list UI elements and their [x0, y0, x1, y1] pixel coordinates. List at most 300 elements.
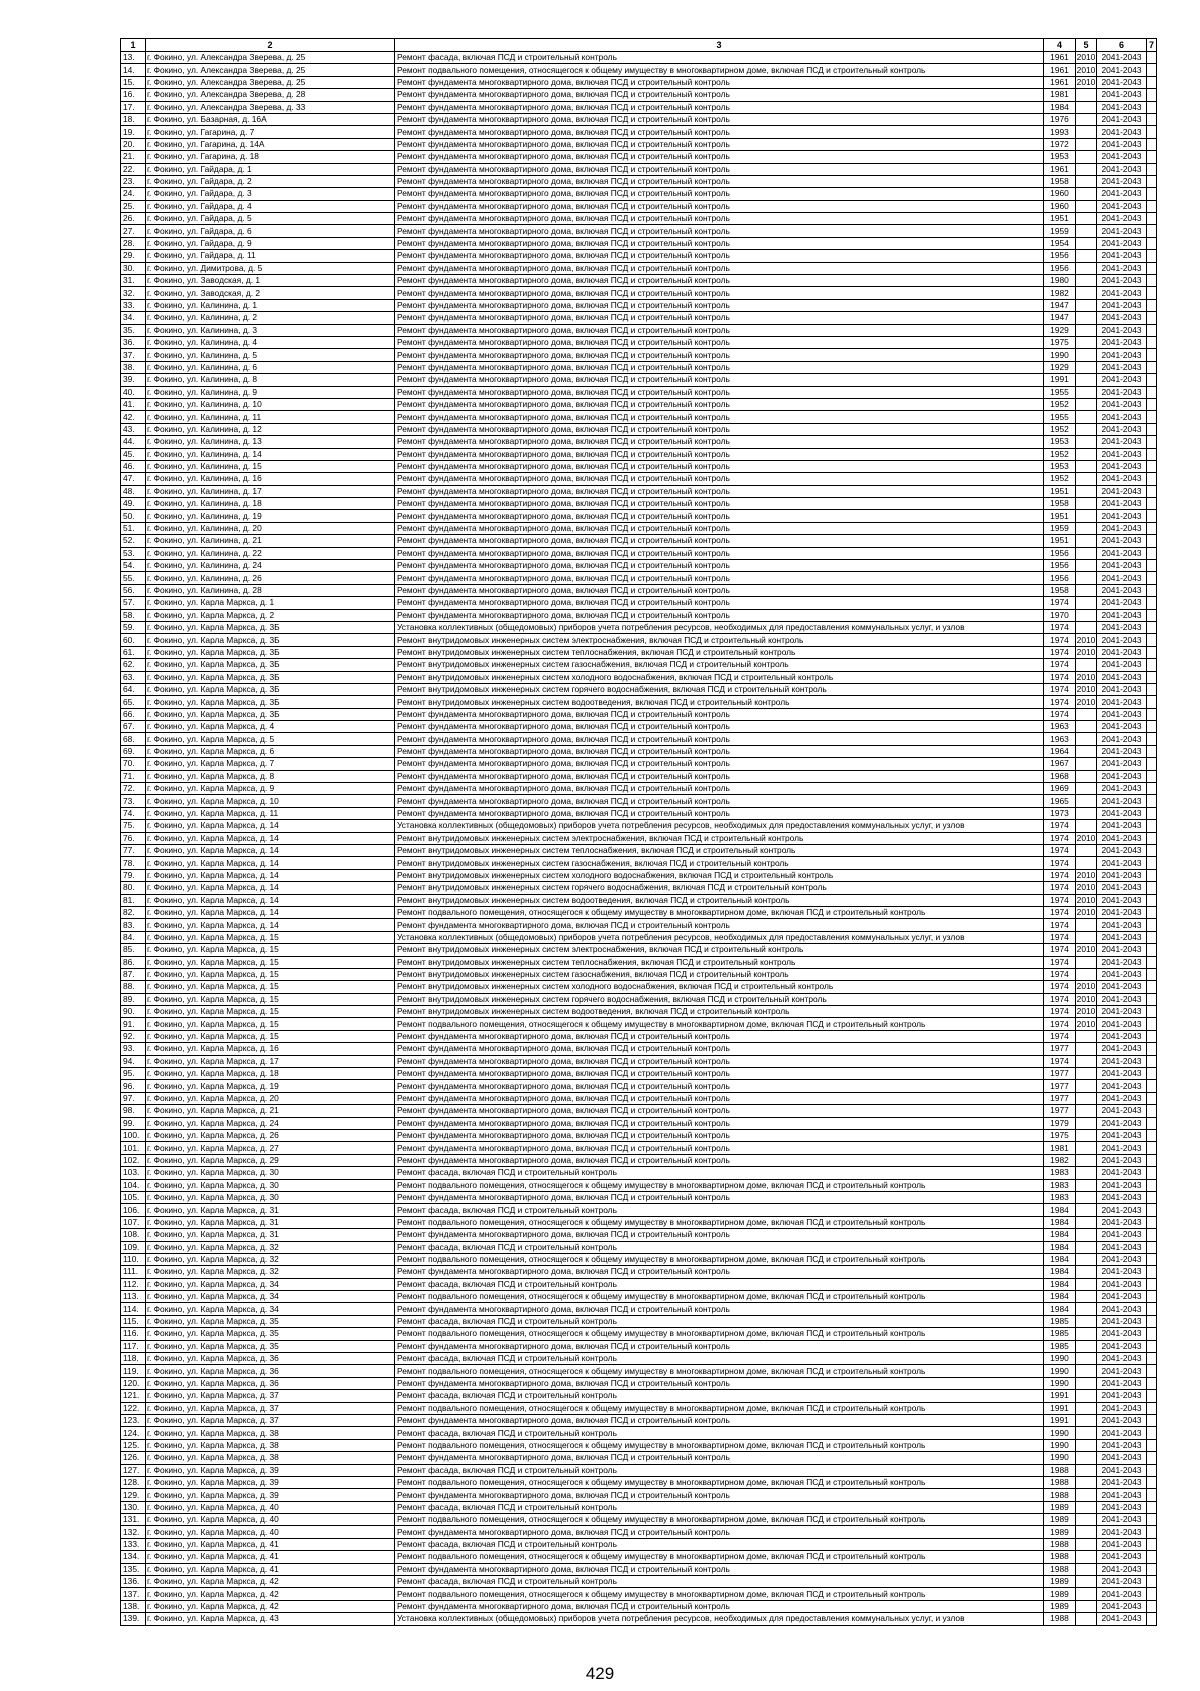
planned-period-cell: 2041-2043 — [1097, 708, 1147, 720]
extra-cell — [1147, 423, 1157, 435]
last-repair-year-cell — [1076, 1229, 1097, 1241]
table-row — [121, 336, 1157, 348]
last-repair-year-cell — [1076, 275, 1097, 287]
table-row — [121, 671, 1157, 683]
planned-period-cell: 2041-2043 — [1097, 1154, 1147, 1166]
address-cell: г. Фокино, ул. Карла Маркса, д. 39 — [146, 1476, 395, 1488]
table-row — [121, 1253, 1157, 1265]
row-number: 40. — [121, 386, 146, 398]
work-type-cell: Ремонт подвального помещения, относящегося к общему имуществу в многоквартирном доме, включая ПСД и строительный контроль — [395, 1439, 1044, 1451]
last-repair-year-cell — [1076, 237, 1097, 249]
last-repair-year-cell — [1076, 597, 1097, 609]
extra-cell — [1147, 1489, 1157, 1501]
build-year-cell: 1952 — [1044, 448, 1076, 460]
last-repair-year-cell — [1076, 1328, 1097, 1340]
planned-period-cell: 2041-2043 — [1097, 584, 1147, 596]
build-year-cell: 1975 — [1044, 1129, 1076, 1141]
work-type-cell: Ремонт фундамента многоквартирного дома, включая ПСД и строительный контроль — [395, 1129, 1044, 1141]
planned-period-cell: 2041-2043 — [1097, 535, 1147, 547]
last-repair-year-cell — [1076, 1613, 1097, 1625]
row-number: 32. — [121, 287, 146, 299]
planned-period-cell: 2041-2043 — [1097, 1315, 1147, 1327]
table-row — [121, 151, 1157, 163]
work-type-cell: Ремонт подвального помещения, относящегося к общему имуществу в многоквартирном доме, включая ПСД и строительный контроль — [395, 1018, 1044, 1030]
planned-period-cell: 2041-2043 — [1097, 1439, 1147, 1451]
row-number: 38. — [121, 361, 146, 373]
last-repair-year-cell — [1076, 163, 1097, 175]
planned-period-cell: 2041-2043 — [1097, 262, 1147, 274]
planned-period-cell: 2041-2043 — [1097, 101, 1147, 113]
address-cell: г. Фокино, ул. Калинина, д. 19 — [146, 510, 395, 522]
table-row — [121, 1129, 1157, 1141]
last-repair-year-cell — [1076, 299, 1097, 311]
last-repair-year-cell — [1076, 584, 1097, 596]
build-year-cell: 1990 — [1044, 1439, 1076, 1451]
extra-cell — [1147, 659, 1157, 671]
work-type-cell: Ремонт внутридомовых инженерных систем электроснабжения, включая ПСД и строительный контроль — [395, 944, 1044, 956]
row-number: 78. — [121, 857, 146, 869]
row-number: 62. — [121, 659, 146, 671]
planned-period-cell: 2041-2043 — [1097, 894, 1147, 906]
address-cell: г. Фокино, ул. Карла Маркса, д. 41 — [146, 1563, 395, 1575]
table-row — [121, 1068, 1157, 1080]
last-repair-year-cell — [1076, 151, 1097, 163]
column-header-4: 4 — [1044, 39, 1076, 52]
row-number: 37. — [121, 349, 146, 361]
planned-period-cell: 2041-2043 — [1097, 807, 1147, 819]
extra-cell — [1147, 1266, 1157, 1278]
table-row — [121, 1390, 1157, 1402]
planned-period-cell: 2041-2043 — [1097, 299, 1147, 311]
address-cell: г. Фокино, ул. Гайдара, д. 6 — [146, 225, 395, 237]
work-type-cell: Ремонт фундамента многоквартирного дома, включая ПСД и строительный контроль — [395, 510, 1044, 522]
build-year-cell: 1984 — [1044, 1278, 1076, 1290]
planned-period-cell: 2041-2043 — [1097, 993, 1147, 1005]
planned-period-cell: 2041-2043 — [1097, 758, 1147, 770]
address-cell: г. Фокино, ул. Карла Маркса, д. 36 — [146, 1365, 395, 1377]
build-year-cell: 1961 — [1044, 52, 1076, 64]
planned-period-cell: 2041-2043 — [1097, 1278, 1147, 1290]
repair-schedule-sheet — [120, 38, 1156, 1626]
row-number: 45. — [121, 448, 146, 460]
last-repair-year-cell — [1076, 498, 1097, 510]
extra-cell — [1147, 138, 1157, 150]
work-type-cell: Ремонт подвального помещения, относящегося к общему имуществу в многоквартирном доме, включая ПСД и строительный контроль — [395, 1179, 1044, 1191]
row-number: 34. — [121, 312, 146, 324]
row-number: 16. — [121, 89, 146, 101]
build-year-cell: 1976 — [1044, 113, 1076, 125]
last-repair-year-cell — [1076, 361, 1097, 373]
row-number: 104. — [121, 1179, 146, 1191]
build-year-cell: 1964 — [1044, 745, 1076, 757]
last-repair-year-cell — [1076, 1030, 1097, 1042]
build-year-cell: 1974 — [1044, 944, 1076, 956]
last-repair-year-cell — [1076, 312, 1097, 324]
table-body — [121, 52, 1157, 1626]
row-number: 102. — [121, 1154, 146, 1166]
table-row — [121, 560, 1157, 572]
extra-cell — [1147, 696, 1157, 708]
build-year-cell: 1984 — [1044, 101, 1076, 113]
planned-period-cell: 2041-2043 — [1097, 1266, 1147, 1278]
last-repair-year-cell — [1076, 770, 1097, 782]
last-repair-year-cell — [1076, 1142, 1097, 1154]
work-type-cell: Ремонт фундамента многоквартирного дома, включая ПСД и строительный контроль — [395, 1105, 1044, 1117]
address-cell: г. Фокино, ул. Карла Маркса, д. 11 — [146, 807, 395, 819]
row-number: 27. — [121, 225, 146, 237]
address-cell: г. Фокино, ул. Калинина, д. 22 — [146, 547, 395, 559]
address-cell: г. Фокино, ул. Карла Маркса, д. 14 — [146, 906, 395, 918]
last-repair-year-cell — [1076, 1464, 1097, 1476]
table-row — [121, 968, 1157, 980]
row-number: 126. — [121, 1452, 146, 1464]
row-number: 98. — [121, 1105, 146, 1117]
table-row — [121, 1055, 1157, 1067]
row-number: 64. — [121, 683, 146, 695]
address-cell: г. Фокино, ул. Калинина, д. 12 — [146, 423, 395, 435]
address-cell: г. Фокино, ул. Карла Маркса, д. 32 — [146, 1266, 395, 1278]
table-row — [121, 807, 1157, 819]
build-year-cell: 1953 — [1044, 460, 1076, 472]
table-row — [121, 646, 1157, 658]
extra-cell — [1147, 275, 1157, 287]
build-year-cell: 1977 — [1044, 1105, 1076, 1117]
last-repair-year-cell — [1076, 795, 1097, 807]
last-repair-year-cell: 2010 — [1076, 981, 1096, 992]
build-year-cell: 1974 — [1044, 646, 1076, 658]
build-year-cell: 1961 — [1044, 163, 1076, 175]
build-year-cell: 1984 — [1044, 1253, 1076, 1265]
planned-period-cell: 2041-2043 — [1097, 832, 1147, 844]
work-type-cell: Ремонт фундамента многоквартирного дома, включая ПСД и строительный контроль — [395, 1229, 1044, 1241]
row-number: 131. — [121, 1514, 146, 1526]
extra-cell — [1147, 820, 1157, 832]
extra-cell — [1147, 200, 1157, 212]
table-row — [121, 1315, 1157, 1327]
row-number: 119. — [121, 1365, 146, 1377]
work-type-cell: Ремонт внутридомовых инженерных систем горячего водоснабжения, включая ПСД и строительный контроль — [395, 683, 1044, 695]
last-repair-year-cell — [1076, 1340, 1097, 1352]
build-year-cell: 1989 — [1044, 1576, 1076, 1588]
planned-period-cell: 2041-2043 — [1097, 1514, 1147, 1526]
address-cell: г. Фокино, ул. Карла Маркса, д. 3Б — [146, 621, 395, 633]
planned-period-cell: 2041-2043 — [1097, 572, 1147, 584]
row-number: 76. — [121, 832, 146, 844]
build-year-cell: 1974 — [1044, 1055, 1076, 1067]
work-type-cell: Ремонт фасада, включая ПСД и строительный контроль — [395, 1538, 1044, 1550]
build-year-cell: 1956 — [1044, 572, 1076, 584]
row-number: 127. — [121, 1464, 146, 1476]
row-number: 111. — [121, 1266, 146, 1278]
table-row — [121, 733, 1157, 745]
last-repair-year-cell — [1076, 1414, 1097, 1426]
row-number: 94. — [121, 1055, 146, 1067]
work-type-cell: Ремонт фасада, включая ПСД и строительный контроль — [395, 1278, 1044, 1290]
extra-cell — [1147, 1216, 1157, 1228]
build-year-cell: 1981 — [1044, 1142, 1076, 1154]
last-repair-year-cell — [1076, 1353, 1097, 1365]
table-row — [121, 745, 1157, 757]
last-repair-year-cell: 2010 — [1076, 1018, 1096, 1029]
last-repair-year-cell — [1076, 336, 1097, 348]
address-cell: г. Фокино, ул. Карла Маркса, д. 3Б — [146, 659, 395, 671]
planned-period-cell: 2041-2043 — [1097, 795, 1147, 807]
work-type-cell: Ремонт фундамента многоквартирного дома, включая ПСД и строительный контроль — [395, 1092, 1044, 1104]
row-number: 108. — [121, 1229, 146, 1241]
build-year-cell: 1951 — [1044, 485, 1076, 497]
planned-period-cell: 2041-2043 — [1097, 1191, 1147, 1203]
row-number: 93. — [121, 1043, 146, 1055]
extra-cell — [1147, 1353, 1157, 1365]
row-number: 39. — [121, 374, 146, 386]
planned-period-cell: 2041-2043 — [1097, 1489, 1147, 1501]
extra-cell — [1147, 1142, 1157, 1154]
table-row — [121, 882, 1157, 894]
planned-period-cell: 2041-2043 — [1097, 1055, 1147, 1067]
last-repair-year-cell — [1076, 1266, 1097, 1278]
planned-period-cell: 2041-2043 — [1097, 944, 1147, 956]
build-year-cell: 1952 — [1044, 473, 1076, 485]
last-repair-year-cell — [1076, 1526, 1097, 1538]
table-row — [121, 448, 1157, 460]
work-type-cell: Ремонт внутридомовых инженерных систем горячего водоснабжения, включая ПСД и строительный контроль — [395, 882, 1044, 894]
row-number: 86. — [121, 956, 146, 968]
build-year-cell: 1977 — [1044, 1092, 1076, 1104]
extra-cell — [1147, 758, 1157, 770]
planned-period-cell: 2041-2043 — [1097, 113, 1147, 125]
build-year-cell: 1974 — [1044, 1030, 1076, 1042]
extra-cell — [1147, 1427, 1157, 1439]
planned-period-cell: 2041-2043 — [1097, 1340, 1147, 1352]
last-repair-year-cell — [1076, 845, 1097, 857]
table-row — [121, 1377, 1157, 1389]
planned-period-cell: 2041-2043 — [1097, 547, 1147, 559]
extra-cell — [1147, 560, 1157, 572]
table-row — [121, 1105, 1157, 1117]
table-row — [121, 1154, 1157, 1166]
table-row — [121, 225, 1157, 237]
last-repair-year-cell — [1076, 721, 1097, 733]
work-type-cell: Ремонт фундамента многоквартирного дома, включая ПСД и строительный контроль — [395, 547, 1044, 559]
table-row — [121, 1464, 1157, 1476]
extra-cell — [1147, 745, 1157, 757]
build-year-cell: 1974 — [1044, 621, 1076, 633]
last-repair-year-cell: 2010 — [1076, 894, 1096, 905]
work-type-cell: Установка коллективных (общедомовых) приборов учета потребления ресурсов, необходимых для предоставления коммунальных услуг, и узлов — [395, 1613, 1044, 1625]
row-number: 24. — [121, 188, 146, 200]
row-number: 87. — [121, 968, 146, 980]
table-row — [121, 1328, 1157, 1340]
table-row — [121, 659, 1157, 671]
build-year-cell: 1988 — [1044, 1476, 1076, 1488]
last-repair-year-cell — [1076, 1105, 1097, 1117]
extra-cell — [1147, 336, 1157, 348]
address-cell: г. Фокино, ул. Карла Маркса, д. 36 — [146, 1377, 395, 1389]
planned-period-cell: 2041-2043 — [1097, 200, 1147, 212]
address-cell: г. Фокино, ул. Карла Маркса, д. 21 — [146, 1105, 395, 1117]
extra-cell — [1147, 52, 1157, 64]
last-repair-year-cell — [1076, 1588, 1097, 1600]
row-number: 22. — [121, 163, 146, 175]
planned-period-cell: 2041-2043 — [1097, 76, 1147, 88]
row-number: 31. — [121, 275, 146, 287]
address-cell: г. Фокино, ул. Александра Зверева, д. 28 — [146, 89, 395, 101]
table-row — [121, 398, 1157, 410]
extra-cell — [1147, 250, 1157, 262]
planned-period-cell: 2041-2043 — [1097, 857, 1147, 869]
build-year-cell: 1963 — [1044, 733, 1076, 745]
build-year-cell: 1984 — [1044, 1241, 1076, 1253]
build-year-cell: 1929 — [1044, 324, 1076, 336]
address-cell: г. Фокино, ул. Карла Маркса, д. 14 — [146, 832, 395, 844]
build-year-cell: 1988 — [1044, 1489, 1076, 1501]
row-number: 69. — [121, 745, 146, 757]
build-year-cell: 1988 — [1044, 1464, 1076, 1476]
work-type-cell: Ремонт фундамента многоквартирного дома, включая ПСД и строительный контроль — [395, 1068, 1044, 1080]
table-row — [121, 584, 1157, 596]
planned-period-cell: 2041-2043 — [1097, 89, 1147, 101]
extra-cell — [1147, 1538, 1157, 1550]
extra-cell — [1147, 1105, 1157, 1117]
row-number: 61. — [121, 646, 146, 658]
last-repair-year-cell — [1076, 510, 1097, 522]
extra-cell — [1147, 126, 1157, 138]
extra-cell — [1147, 1179, 1157, 1191]
table-row — [121, 1229, 1157, 1241]
last-repair-year-cell — [1076, 1191, 1097, 1203]
address-cell: г. Фокино, ул. Карла Маркса, д. 29 — [146, 1154, 395, 1166]
table-row — [121, 386, 1157, 398]
table-row — [121, 1489, 1157, 1501]
table-row — [121, 1030, 1157, 1042]
address-cell: г. Фокино, ул. Карла Маркса, д. 14 — [146, 869, 395, 881]
build-year-cell: 1984 — [1044, 1229, 1076, 1241]
work-type-cell: Ремонт фасада, включая ПСД и строительный контроль — [395, 1315, 1044, 1327]
work-type-cell: Ремонт внутридомовых инженерных систем газоснабжения, включая ПСД и строительный контроль — [395, 659, 1044, 671]
last-repair-year-cell — [1076, 522, 1097, 534]
address-cell: г. Фокино, ул. Карла Маркса, д. 16 — [146, 1043, 395, 1055]
work-type-cell: Ремонт фундамента многоквартирного дома, включая ПСД и строительный контроль — [395, 758, 1044, 770]
table-row — [121, 64, 1157, 76]
build-year-cell: 1989 — [1044, 1501, 1076, 1513]
address-cell: г. Фокино, ул. Карла Маркса, д. 37 — [146, 1414, 395, 1426]
work-type-cell: Ремонт фундамента многоквартирного дома, включая ПСД и строительный контроль — [395, 262, 1044, 274]
row-number: 85. — [121, 944, 146, 956]
extra-cell — [1147, 510, 1157, 522]
planned-period-cell: 2041-2043 — [1097, 1179, 1147, 1191]
address-cell: г. Фокино, ул. Карла Маркса, д. 32 — [146, 1241, 395, 1253]
build-year-cell: 1988 — [1044, 1551, 1076, 1563]
build-year-cell: 1993 — [1044, 126, 1076, 138]
row-number: 50. — [121, 510, 146, 522]
table-row — [121, 1092, 1157, 1104]
planned-period-cell: 2041-2043 — [1097, 287, 1147, 299]
last-repair-year-cell — [1076, 783, 1097, 795]
planned-period-cell: 2041-2043 — [1097, 1291, 1147, 1303]
row-number: 113. — [121, 1291, 146, 1303]
planned-period-cell: 2041-2043 — [1097, 931, 1147, 943]
last-repair-year-cell — [1076, 1253, 1097, 1265]
work-type-cell: Ремонт фундамента многоквартирного дома, включая ПСД и строительный контроль — [395, 1191, 1044, 1203]
row-number: 116. — [121, 1328, 146, 1340]
work-type-cell: Ремонт фундамента многоквартирного дома, включая ПСД и строительный контроль — [395, 151, 1044, 163]
work-type-cell: Установка коллективных (общедомовых) приборов учета потребления ресурсов, необходимых для предоставления коммунальных услуг, и узлов — [395, 820, 1044, 832]
last-repair-year-cell — [1076, 1154, 1097, 1166]
work-type-cell: Ремонт фундамента многоквартирного дома, включая ПСД и строительный контроль — [395, 609, 1044, 621]
last-repair-year-cell — [1076, 807, 1097, 819]
table-row — [121, 76, 1157, 88]
planned-period-cell: 2041-2043 — [1097, 1402, 1147, 1414]
extra-cell — [1147, 324, 1157, 336]
work-type-cell: Ремонт внутридомовых инженерных систем электроснабжения, включая ПСД и строительный контроль — [395, 832, 1044, 844]
table-row — [121, 473, 1157, 485]
work-type-cell: Ремонт фундамента многоквартирного дома, включая ПСД и строительный контроль — [395, 1043, 1044, 1055]
build-year-cell: 1991 — [1044, 374, 1076, 386]
row-number: 44. — [121, 436, 146, 448]
last-repair-year-cell — [1076, 708, 1097, 720]
last-repair-year-cell — [1076, 113, 1097, 125]
build-year-cell: 1974 — [1044, 820, 1076, 832]
row-number: 133. — [121, 1538, 146, 1550]
build-year-cell: 1974 — [1044, 634, 1076, 646]
last-repair-year-cell — [1076, 262, 1097, 274]
extra-cell — [1147, 968, 1157, 980]
planned-period-cell: 2041-2043 — [1097, 175, 1147, 187]
build-year-cell: 1974 — [1044, 683, 1076, 695]
table-row — [121, 1080, 1157, 1092]
address-cell: г. Фокино, ул. Карла Маркса, д. 32 — [146, 1253, 395, 1265]
address-cell: г. Фокино, ул. Карла Маркса, д. 36 — [146, 1353, 395, 1365]
work-type-cell: Ремонт фундамента многоквартирного дома, включая ПСД и строительный контроль — [395, 1452, 1044, 1464]
last-repair-year-cell — [1076, 485, 1097, 497]
row-number: 53. — [121, 547, 146, 559]
table-row — [121, 436, 1157, 448]
row-number: 80. — [121, 882, 146, 894]
row-number: 17. — [121, 101, 146, 113]
row-number: 23. — [121, 175, 146, 187]
table-row — [121, 89, 1157, 101]
planned-period-cell: 2041-2043 — [1097, 126, 1147, 138]
build-year-cell: 1990 — [1044, 349, 1076, 361]
table-row — [121, 1563, 1157, 1575]
extra-cell — [1147, 906, 1157, 918]
row-number: 66. — [121, 708, 146, 720]
last-repair-year-cell — [1076, 1291, 1097, 1303]
build-year-cell: 1974 — [1044, 845, 1076, 857]
last-repair-year-cell — [1076, 931, 1097, 943]
table-row — [121, 1427, 1157, 1439]
address-cell: г. Фокино, ул. Карла Маркса, д. 35 — [146, 1328, 395, 1340]
planned-period-cell: 2041-2043 — [1097, 522, 1147, 534]
last-repair-year-cell — [1076, 1538, 1097, 1550]
table-row — [121, 634, 1157, 646]
extra-cell — [1147, 299, 1157, 311]
address-cell: г. Фокино, ул. Карла Маркса, д. 40 — [146, 1526, 395, 1538]
planned-period-cell: 2041-2043 — [1097, 1129, 1147, 1141]
work-type-cell: Ремонт подвального помещения, относящегося к общему имуществу в многоквартирном доме, включая ПСД и строительный контроль — [395, 1588, 1044, 1600]
row-number: 52. — [121, 535, 146, 547]
address-cell: г. Фокино, ул. Карла Маркса, д. 31 — [146, 1204, 395, 1216]
extra-cell — [1147, 151, 1157, 163]
build-year-cell: 1977 — [1044, 1068, 1076, 1080]
extra-cell — [1147, 733, 1157, 745]
last-repair-year-cell — [1076, 1514, 1097, 1526]
last-repair-year-cell — [1076, 1439, 1097, 1451]
address-cell: г. Фокино, ул. Карла Маркса, д. 38 — [146, 1439, 395, 1451]
row-number: 71. — [121, 770, 146, 782]
planned-period-cell: 2041-2043 — [1097, 361, 1147, 373]
work-type-cell: Ремонт внутридомовых инженерных систем водоотведения, включая ПСД и строительный контроль — [395, 696, 1044, 708]
